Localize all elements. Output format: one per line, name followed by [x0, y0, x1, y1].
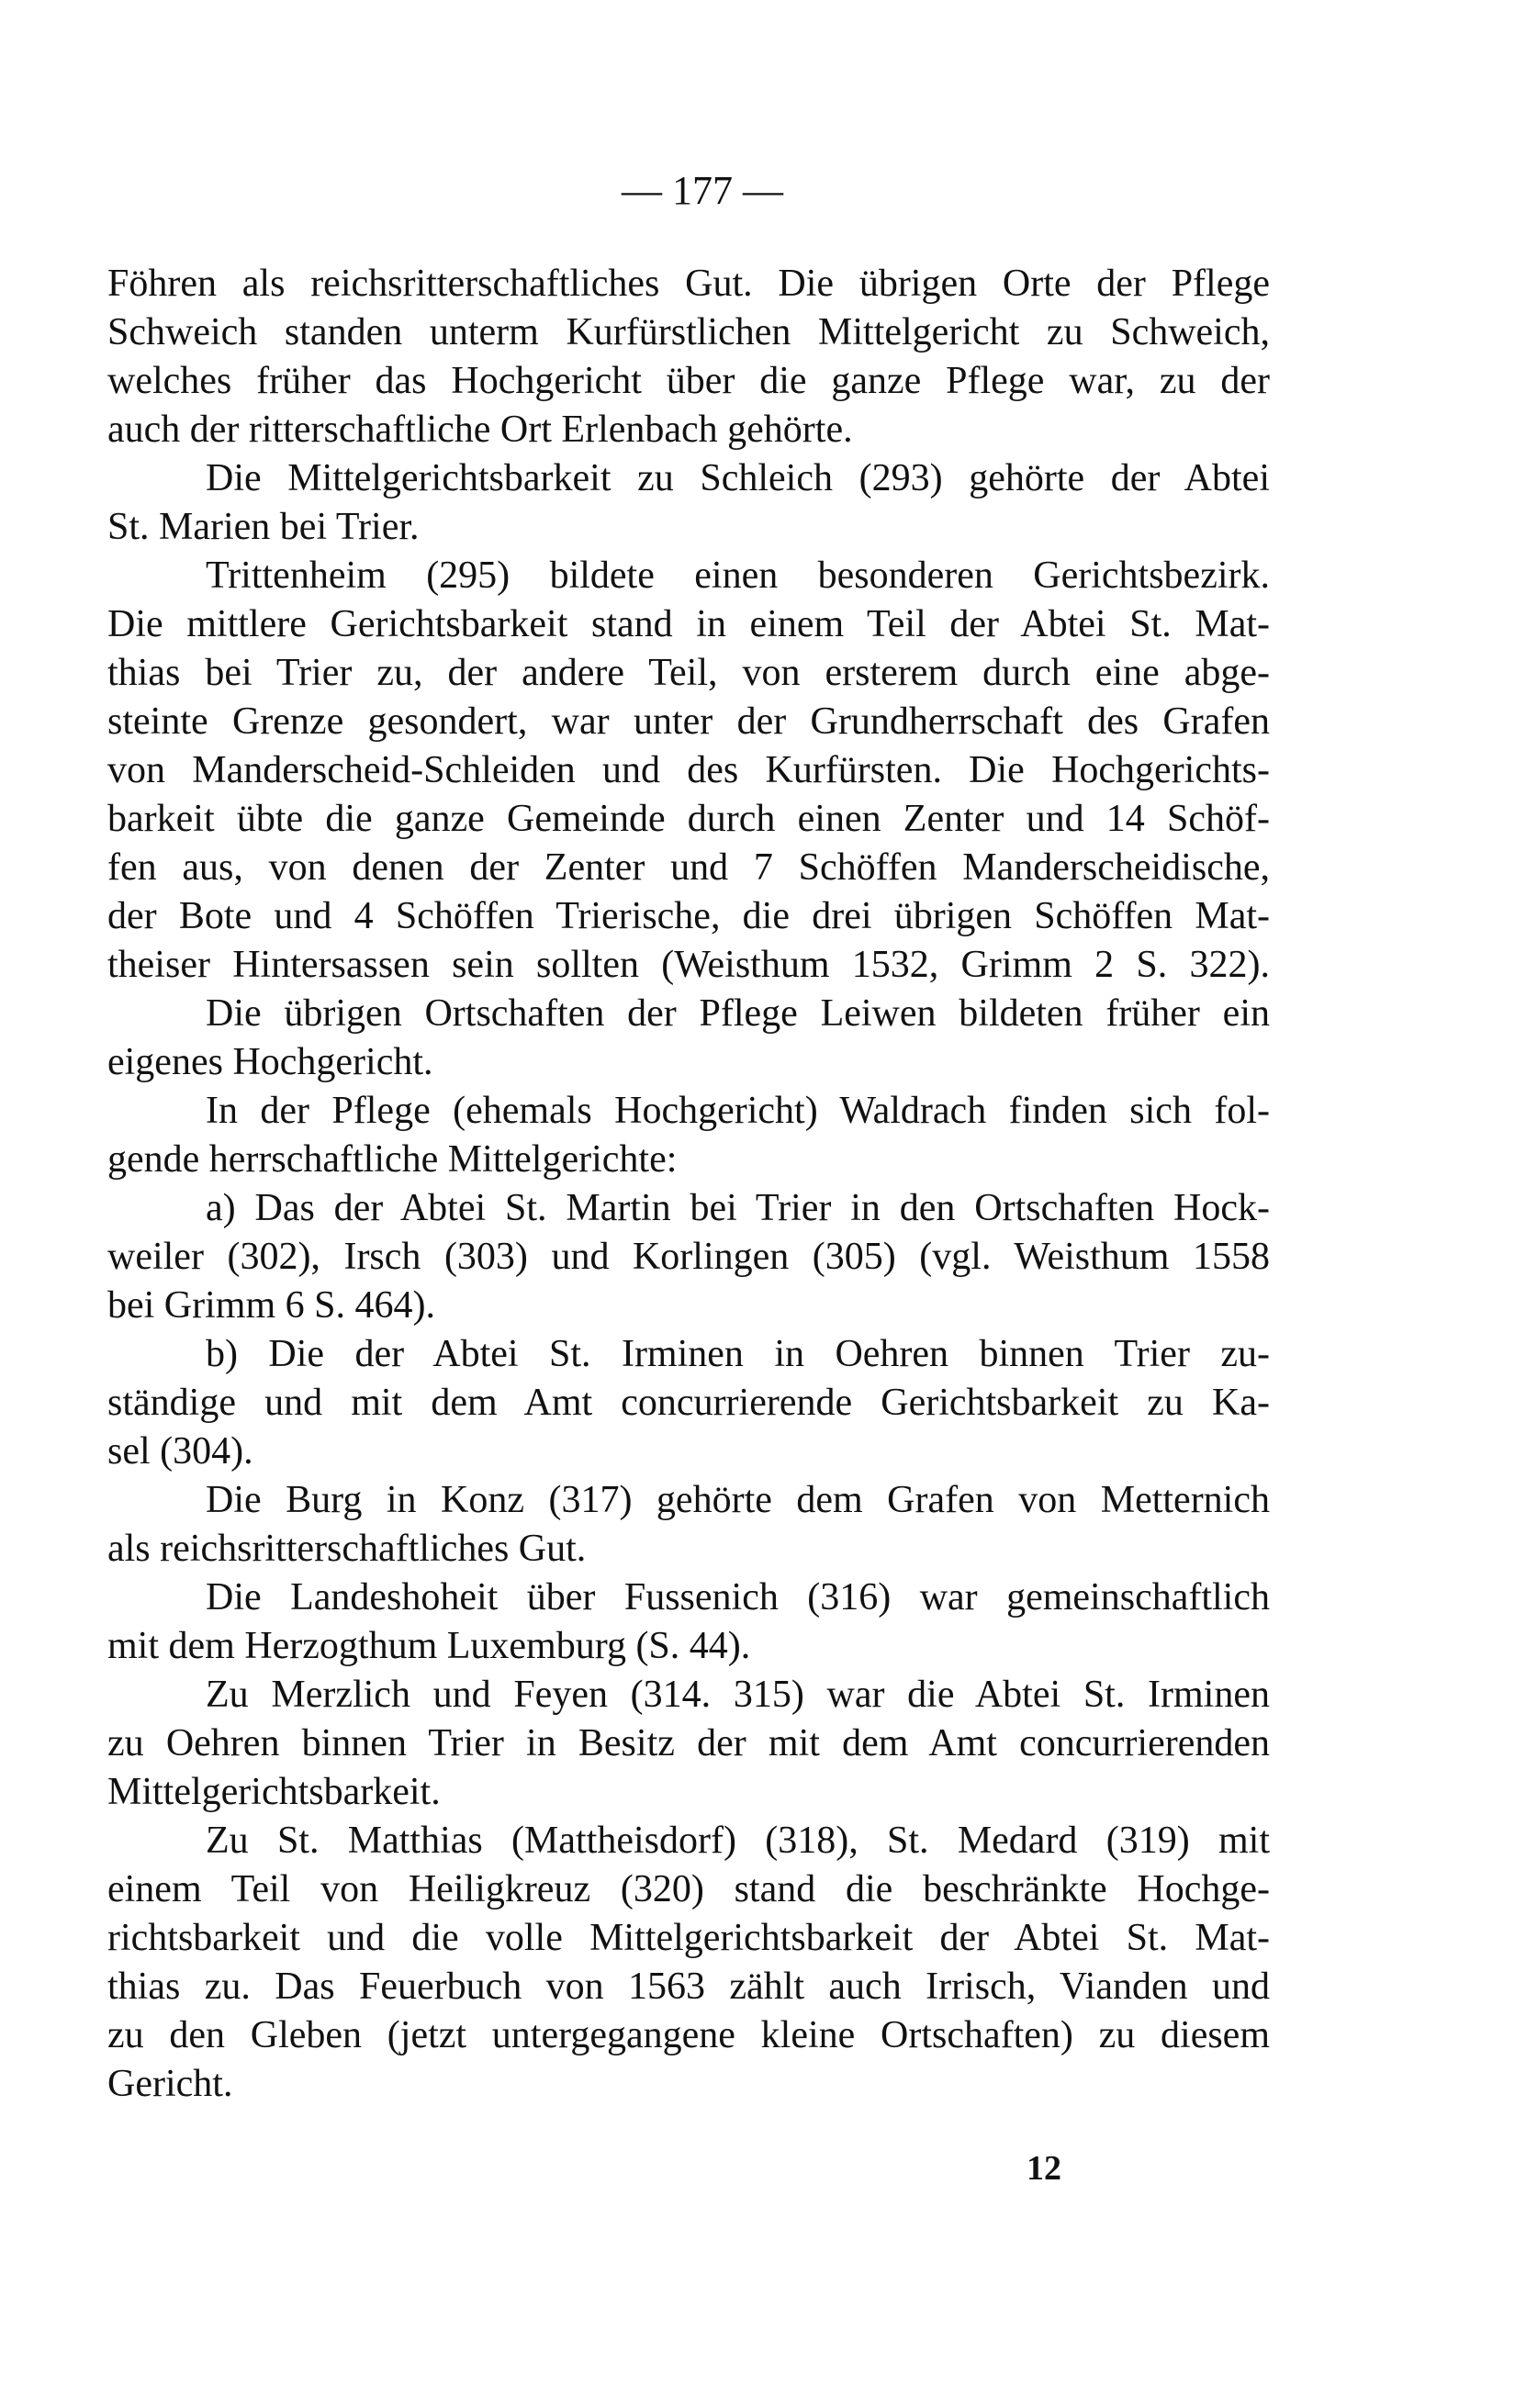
- text-line: Die übrigen Ortschaften der Pflege Leiwen bildeten früher ein: [206, 992, 1270, 1035]
- signature-mark: 12: [1027, 2149, 1061, 2188]
- text-line: Zu St. Matthias (Mattheisdorf) (318), St. Medard (319) mit: [206, 1820, 1270, 1862]
- text-line: Mittelgerichtsbarkeit.: [107, 1771, 441, 1813]
- text-line: zu Oehren binnen Trier in Besitz der mit dem Amt concurrierenden: [107, 1722, 1270, 1764]
- text-line: auch der ritterschaftliche Ort Erlenbach gehörte.: [107, 409, 853, 451]
- text-line: fen aus, von denen der Zenter und 7 Schöffen Manderscheidische,: [107, 846, 1270, 889]
- text-line: gende herrschaftliche Mittelgerichte:: [107, 1138, 678, 1181]
- text-line: theiser Hintersassen sein sollten (Weisthum 1532, Grimm 2 S. 322).: [107, 944, 1270, 986]
- text-line: thias zu. Das Feuerbuch von 1563 zählt auch Irrisch, Vianden und: [107, 1966, 1270, 2008]
- text-line: zu den Gleben (jetzt untergegangene kleine Ortschaften) zu diesem: [107, 2014, 1270, 2056]
- text-line: bei Grimm 6 S. 464).: [107, 1284, 435, 1327]
- text-line: St. Marien bei Trier.: [107, 506, 420, 548]
- text-line: Die mittlere Gerichtsbarkeit stand in einem Teil der Abtei St. Mat-: [107, 603, 1270, 645]
- text-line: Gericht.: [107, 2063, 233, 2105]
- body-text: [107, 260, 1270, 2109]
- text-line: Die Mittelgerichtsbarkeit zu Schleich (293) gehörte der Abtei: [206, 457, 1270, 499]
- page-number: — 177 —: [622, 168, 783, 213]
- text-line: Die Landeshoheit über Fussenich (316) war gemeinschaftlich: [206, 1576, 1270, 1618]
- text-line: weiler (302), Irsch (303) und Korlingen (305) (vgl. Weisthum 1558: [107, 1236, 1270, 1278]
- text-line: thias bei Trier zu, der andere Teil, von ersterem durch eine abge-: [107, 652, 1270, 694]
- text-line: sel (304).: [107, 1430, 253, 1473]
- text-line: von Manderscheid-Schleiden und des Kurfürsten. Die Hochgerichts-: [107, 749, 1270, 791]
- text-line: Schweich standen unterm Kurfürstlichen Mittelgericht zu Schweich,: [107, 311, 1270, 353]
- text-line: Trittenheim (295) bildete einen besonderen Gerichtsbezirk.: [206, 554, 1270, 597]
- text-line: eigenes Hochgericht.: [107, 1041, 433, 1083]
- text-line: b) Die der Abtei St. Irminen in Oehren binnen Trier zu-: [206, 1333, 1270, 1375]
- text-line: In der Pflege (ehemals Hochgericht) Waldrach finden sich fol-: [206, 1090, 1270, 1132]
- text-line: Die Burg in Konz (317) gehörte dem Grafen von Metternich: [206, 1479, 1270, 1521]
- text-line: Föhren als reichsritterschaftliches Gut. Die übrigen Orte der Pflege: [107, 263, 1270, 305]
- text-line: ständige und mit dem Amt concurrierende Gerichtsbarkeit zu Ka-: [107, 1382, 1270, 1424]
- text-line: richtsbarkeit und die volle Mittelgerichtsbarkeit der Abtei St. Mat-: [107, 1917, 1270, 1959]
- text-line: mit dem Herzogthum Luxemburg (S. 44).: [107, 1625, 751, 1667]
- text-line: barkeit übte die ganze Gemeinde durch einen Zenter und 14 Schöf-: [107, 798, 1270, 840]
- text-line: steinte Grenze gesondert, war unter der Grundherrschaft des Grafen: [107, 700, 1270, 743]
- text-line: der Bote und 4 Schöffen Trierische, die drei übrigen Schöffen Mat-: [107, 895, 1270, 937]
- text-line: a) Das der Abtei St. Martin bei Trier in den Ortschaften Hock-: [206, 1187, 1270, 1229]
- text-line: als reichsritterschaftliches Gut.: [107, 1528, 587, 1570]
- text-line: welches früher das Hochgericht über die ganze Pflege war, zu der: [107, 360, 1270, 402]
- text-line: Zu Merzlich und Feyen (314. 315) war die Abtei St. Irminen: [206, 1674, 1270, 1716]
- text-line: einem Teil von Heiligkreuz (320) stand die beschränkte Hochge-: [107, 1868, 1270, 1910]
